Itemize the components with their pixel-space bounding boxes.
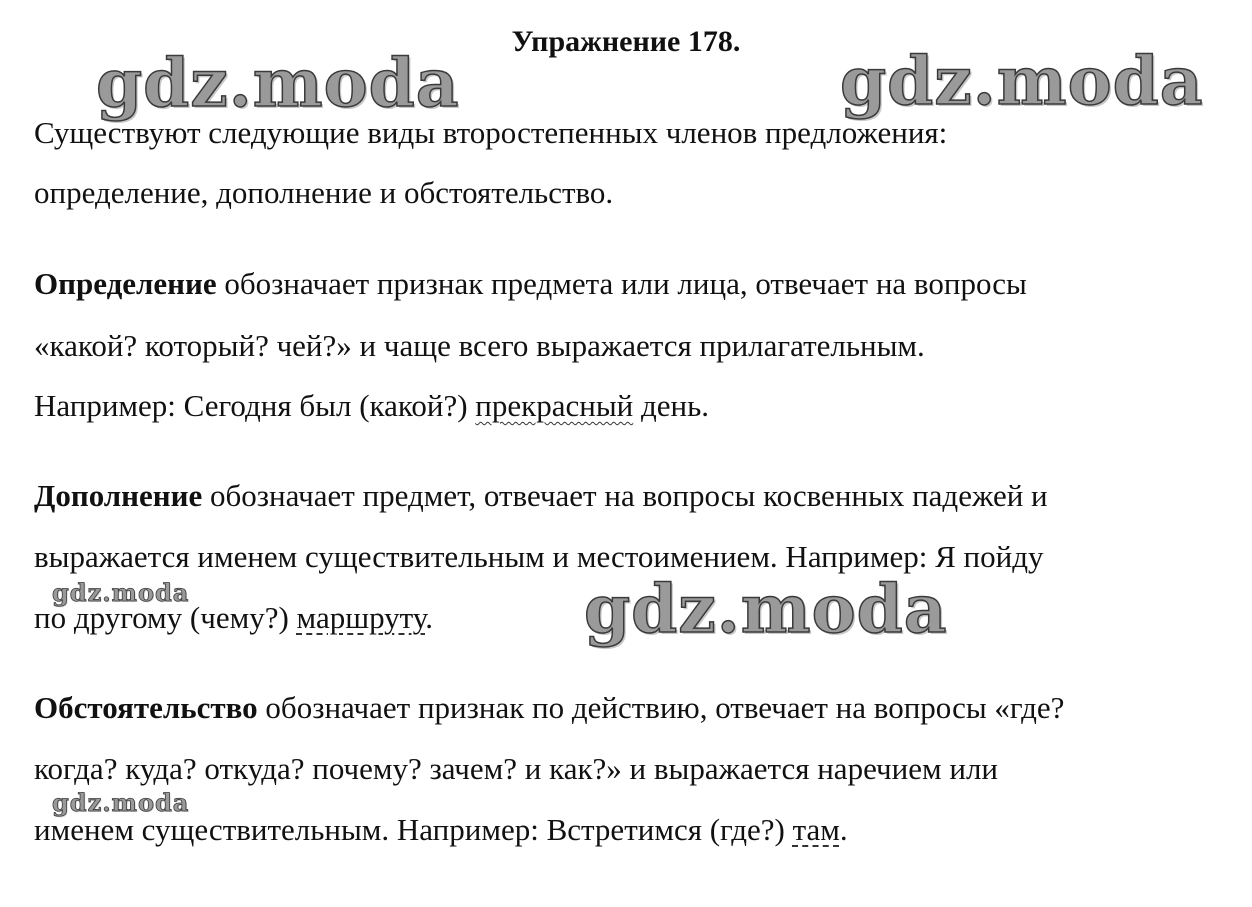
definition-example-word: прекрасный [475, 388, 634, 423]
watermark-top-right: gdz.moda [840, 42, 1204, 120]
definition-example-end: день. [633, 388, 709, 423]
object-line-1-text: обозначает предмет, отвечает на вопросы косвенных падежей и [202, 478, 1048, 513]
watermark-small-2: gdz.moda [52, 788, 190, 817]
object-line-2: выражается именем существительным и местоимением. Например: Я пойду [34, 539, 1044, 574]
definition-example-text: Например: Сегодня был (какой?) [34, 388, 476, 423]
definition-line-2: «какой? который? чей?» и чаще всего выражается прилагательным. [34, 328, 925, 363]
object-term: Дополнение [34, 478, 203, 513]
definition-term: Определение [34, 266, 217, 301]
intro-line-2: определение, дополнение и обстоятельство. [34, 175, 614, 210]
object-example-word: маршруту [296, 600, 426, 635]
circumstance-example-text: именем существительным. Например: Встретимся (где?) [34, 812, 793, 847]
circumstance-term: Обстоятельство [34, 690, 258, 725]
circumstance-line-1-text: обозначает признак по действию, отвечает на вопросы «где? [257, 690, 1065, 725]
object-example-end: . [425, 600, 433, 635]
circumstance-example-end: . [839, 812, 848, 847]
exercise-title: Упражнение 178. [511, 25, 741, 58]
intro-line-1: Существуют следующие виды второстепенных членов предложения: [34, 115, 948, 150]
watermark-center: gdz.moda [584, 570, 948, 648]
definition-line-1 [34, 264, 1027, 304]
watermark-top-left: gdz.moda [96, 44, 460, 122]
definition-example [34, 386, 709, 426]
definition-line-1-text: обозначает признак предмета или лица, отвечает на вопросы [216, 266, 1027, 301]
watermark-small-1: gdz.moda [52, 578, 190, 607]
circumstance-example-word: там [792, 812, 840, 847]
object-line-1 [34, 476, 1048, 516]
object-example-text: по другому (чему?) [34, 600, 297, 635]
circumstance-line-1 [34, 688, 1064, 728]
circumstance-line-2: когда? куда? откуда? почему? зачем? и как?» и выражается наречием или [34, 751, 999, 786]
